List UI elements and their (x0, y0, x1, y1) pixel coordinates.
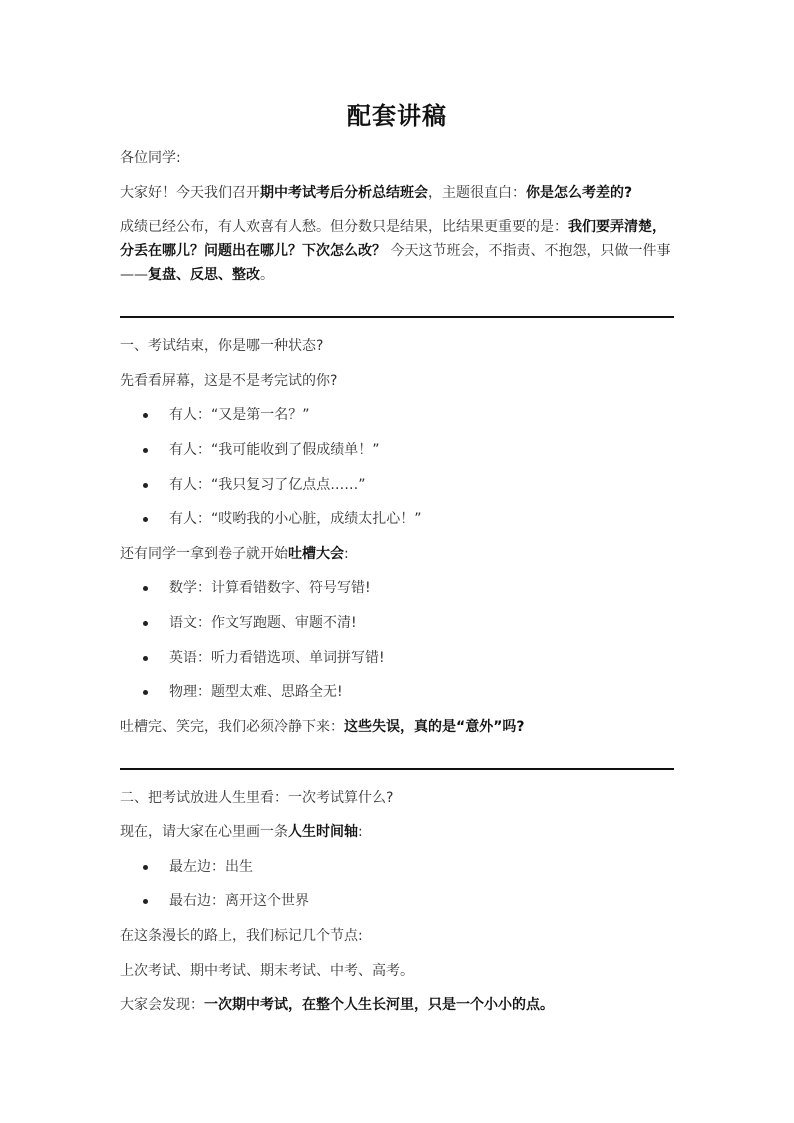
roast-lead-text-c: : (344, 546, 349, 562)
finding-bold: 一次期中考试，在整个人生长河里，只是一个小小的点。 (204, 997, 554, 1013)
greeting: 各位同学: (120, 150, 181, 166)
section2-lead (120, 822, 674, 842)
closing-bold: 这些失误，真的是“意外”吗? (344, 719, 525, 735)
intro2-text-c: 今天这节班会，不指责、不抱怨，只做一件事 —— (120, 243, 671, 283)
bullet-icon (143, 690, 148, 695)
roast-lead-text-a: 还有同学一拿到卷子就开始 (120, 546, 288, 562)
section2-nodes-lead: 在这条漫长的路上，我们标记几个节点: (120, 928, 363, 944)
section1-closing (120, 717, 674, 737)
intro1-text-a: 大家好！今天我们召开 (120, 185, 260, 201)
intro2-bold-review: 复盘、反思、整改 (148, 267, 260, 283)
intro-paragraph-1 (120, 183, 674, 203)
intro2-bold-questions: 我们要弄清楚，分丢在哪儿？问题出在哪儿？下次怎么改？ (120, 219, 666, 259)
bullet-icon (143, 899, 148, 904)
section2-finding (120, 995, 674, 1015)
intro1-text-c: ，主题很直白： (428, 185, 526, 201)
bullet-icon (143, 517, 148, 522)
section1-lead: 先看看屏幕，这是不是考完试的你? (120, 373, 338, 389)
bullet-icon (143, 621, 148, 626)
bullet-icon (143, 413, 148, 418)
section2-heading: 二、把考试放进人生里看：一次考试算什么? (120, 790, 394, 806)
bullet-icon (143, 656, 148, 661)
intro2-text-a: 成绩已经公布，有人欢喜有人愁。但分数只是结果，比结果更重要的是： (120, 219, 568, 235)
section-divider-2 (120, 768, 674, 770)
intro-paragraph-2 (120, 215, 674, 287)
intro2-text-e: 。 (260, 267, 274, 283)
finding-text-a: 大家会发现： (120, 997, 204, 1013)
bullet-icon (143, 586, 148, 591)
closing-text-a: 吐槽完、笑完，我们必须冷静下来： (120, 719, 344, 735)
roast-lead-bold: 吐槽大会 (288, 546, 344, 562)
bullet-icon (143, 448, 148, 453)
section1-heading: 一、考试结束，你是哪一种状态? (120, 338, 324, 354)
section-divider-1 (120, 316, 674, 318)
intro1-bold-question: 你是怎么考差的? (526, 185, 633, 201)
section2-lead-text-a: 现在，请大家在心里画一条 (120, 824, 288, 840)
bullet-icon (143, 483, 148, 488)
intro1-bold-meeting: 期中考试考后分析总结班会 (260, 185, 428, 201)
section2-lead-bold: 人生时间轴 (288, 824, 358, 840)
roast-lead (120, 544, 674, 564)
section2-lead-text-c: : (358, 824, 363, 840)
bullet-icon (143, 865, 148, 870)
page-title: 配套讲稿 (347, 102, 447, 130)
section2-nodes: 上次考试、期中考试、期末考试、中考、高考。 (120, 963, 414, 979)
